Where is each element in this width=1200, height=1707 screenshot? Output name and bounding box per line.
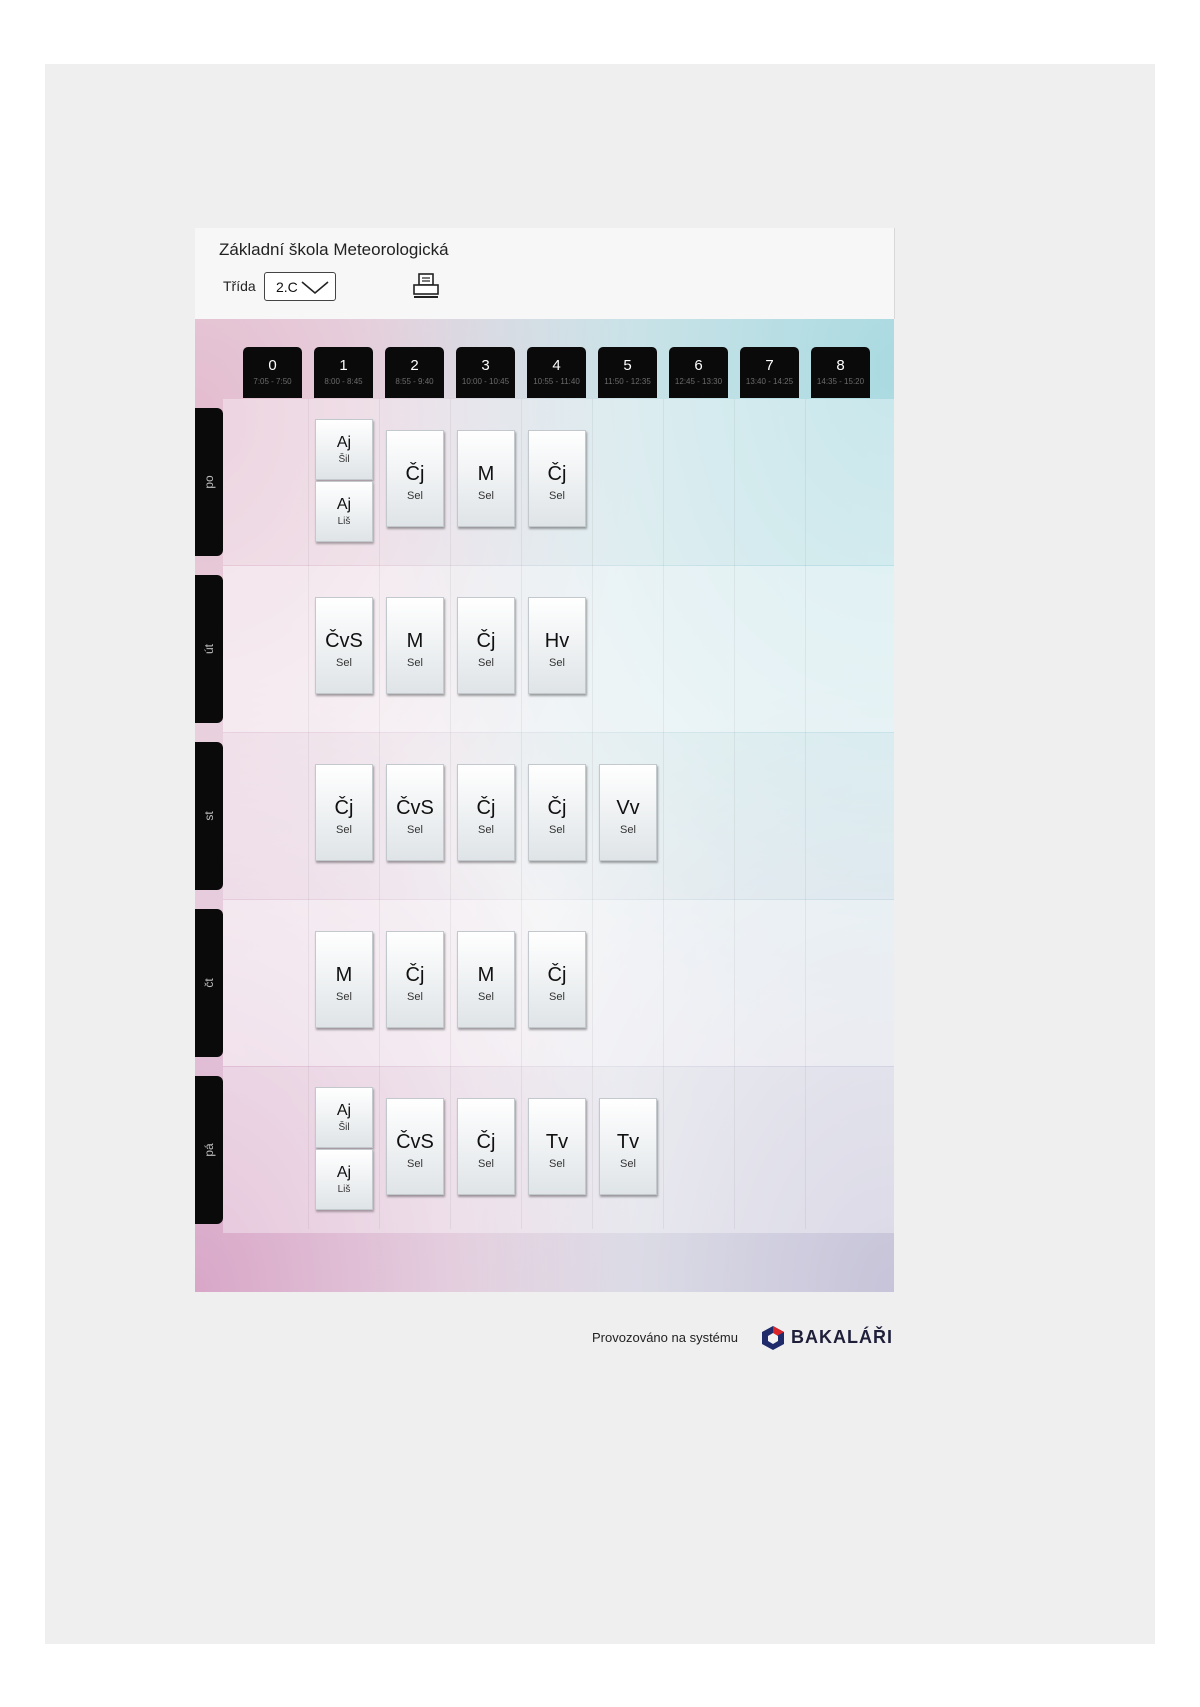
timetable-card — [195, 228, 894, 1347]
lesson-subject: Vv — [616, 797, 640, 819]
lesson-subject: ČvS — [396, 1131, 434, 1153]
lesson-subject: Aj — [336, 496, 352, 513]
hour-time: 10:55 - 11:40 — [533, 377, 580, 386]
lesson-subject: Aj — [336, 1102, 352, 1119]
school-name: Základní škola Meteorologická — [219, 240, 449, 259]
hour-header-7 — [740, 347, 799, 398]
lesson-teacher: Sel — [336, 824, 352, 836]
lesson-teacher: Sel — [549, 1158, 565, 1170]
column-divider — [379, 399, 380, 1229]
lesson-subject: ČvS — [325, 630, 363, 652]
day-label: út — [202, 643, 216, 655]
hour-time: 7:05 - 7:50 — [253, 377, 292, 386]
lesson-teacher: Sel — [407, 991, 423, 1003]
lesson-card[interactable] — [315, 764, 373, 861]
hour-header-4 — [527, 347, 586, 398]
lesson-card[interactable] — [528, 764, 586, 861]
timetable-grid — [195, 319, 894, 1347]
lesson-card[interactable] — [599, 1098, 657, 1195]
lesson-teacher: Sel — [549, 490, 565, 502]
day-tab-út — [195, 575, 223, 723]
lesson-subject: Aj — [336, 434, 352, 451]
lesson-teacher: Sel — [549, 991, 565, 1003]
printer-icon[interactable] — [411, 272, 441, 300]
lesson-subject: Čj — [334, 797, 354, 819]
hour-time: 8:00 - 8:45 — [324, 377, 363, 386]
lesson-card-group[interactable] — [315, 419, 373, 480]
lesson-card[interactable] — [386, 1098, 444, 1195]
day-tab-st — [195, 742, 223, 890]
lesson-teacher: Sel — [478, 824, 494, 836]
lesson-subject: Čj — [476, 797, 496, 819]
lesson-teacher: Sel — [549, 657, 565, 669]
hour-header-8 — [811, 347, 870, 398]
lesson-subject: Aj — [336, 1164, 352, 1181]
lesson-card[interactable] — [599, 764, 657, 861]
chevron-down-icon — [300, 279, 330, 295]
column-divider — [734, 399, 735, 1229]
lesson-subject: Hv — [544, 630, 570, 652]
day-tab-čt — [195, 909, 223, 1057]
lesson-teacher: Sel — [407, 824, 423, 836]
lesson-subject: Čj — [547, 964, 567, 986]
column-divider — [308, 399, 309, 1229]
powered-by-text: Provozováno na systému — [592, 1330, 738, 1345]
lesson-teacher: Sel — [478, 657, 494, 669]
lesson-subject: Čj — [405, 964, 425, 986]
column-divider — [592, 399, 593, 1229]
lesson-card[interactable] — [315, 597, 373, 694]
lesson-subject: Tv — [616, 1131, 640, 1153]
hour-time: 14:35 - 15:20 — [816, 377, 865, 386]
hour-header-6 — [669, 347, 728, 398]
lesson-card[interactable] — [386, 931, 444, 1028]
lesson-teacher: Sel — [620, 1158, 636, 1170]
lesson-subject: M — [477, 964, 495, 986]
hour-header-2 — [385, 347, 444, 398]
hour-number: 4 — [552, 357, 561, 374]
lesson-teacher: Sel — [549, 824, 565, 836]
lesson-subject: Tv — [545, 1131, 569, 1153]
lesson-teacher: Sel — [478, 490, 494, 502]
lesson-card[interactable] — [457, 597, 515, 694]
hour-number: 8 — [836, 357, 845, 374]
timetable-header — [195, 228, 895, 319]
lesson-card-group[interactable] — [315, 481, 373, 542]
hour-time: 11:50 - 12:35 — [604, 377, 651, 386]
day-label: pá — [202, 1143, 216, 1157]
day-tab-po — [195, 408, 223, 556]
lesson-card[interactable] — [457, 764, 515, 861]
lesson-card[interactable] — [315, 931, 373, 1028]
lesson-teacher: Šil — [338, 1122, 350, 1133]
hour-header-3 — [456, 347, 515, 398]
hour-header-5 — [598, 347, 657, 398]
lesson-card-group[interactable] — [315, 1087, 373, 1148]
hour-time: 10:00 - 10:45 — [461, 377, 510, 386]
hour-time: 13:40 - 14:25 — [745, 377, 794, 386]
lesson-teacher: Sel — [407, 490, 423, 502]
hour-time: 12:45 - 13:30 — [674, 377, 723, 386]
lesson-card[interactable] — [528, 597, 586, 694]
bakalari-brand: BAKALÁŘI — [791, 1327, 893, 1347]
lesson-subject: Čj — [405, 463, 425, 485]
lesson-card[interactable] — [457, 931, 515, 1028]
lesson-teacher: Liš — [337, 1184, 351, 1195]
hour-number: 1 — [339, 357, 348, 374]
lesson-subject: M — [335, 964, 353, 986]
lesson-teacher: Šil — [338, 454, 350, 465]
hour-number: 5 — [623, 357, 632, 374]
column-divider — [805, 399, 806, 1229]
lesson-card[interactable] — [457, 1098, 515, 1195]
day-tab-pá — [195, 1076, 223, 1224]
lesson-card[interactable] — [528, 931, 586, 1028]
class-select[interactable] — [264, 272, 336, 301]
hour-header-1 — [314, 347, 373, 398]
lesson-card-group[interactable] — [315, 1149, 373, 1210]
hour-number: 3 — [481, 357, 490, 374]
column-divider — [521, 399, 522, 1229]
lesson-card[interactable] — [528, 430, 586, 527]
column-divider — [663, 399, 664, 1229]
hour-number: 2 — [410, 357, 419, 374]
lesson-subject: M — [477, 463, 495, 485]
lesson-subject: M — [406, 630, 424, 652]
hour-header-0 — [243, 347, 302, 398]
column-divider — [450, 399, 451, 1229]
lesson-subject: Čj — [476, 630, 496, 652]
lesson-teacher: Sel — [336, 991, 352, 1003]
lesson-card[interactable] — [386, 430, 444, 527]
lesson-card[interactable] — [386, 764, 444, 861]
hour-number: 0 — [268, 357, 277, 374]
day-label: čt — [202, 978, 216, 988]
lesson-card[interactable] — [457, 430, 515, 527]
lesson-subject: ČvS — [396, 797, 434, 819]
lesson-teacher: Liš — [337, 516, 351, 527]
class-label: Třída — [223, 278, 256, 294]
hour-number: 6 — [694, 357, 703, 374]
day-label: st — [202, 811, 216, 821]
lesson-subject: Čj — [476, 1131, 496, 1153]
bakalari-logo-icon — [760, 1325, 786, 1351]
day-label: po — [202, 475, 216, 489]
class-select-value: 2.C — [276, 279, 298, 295]
lesson-teacher: Sel — [407, 1158, 423, 1170]
lesson-subject: Čj — [547, 797, 567, 819]
lesson-teacher: Sel — [620, 824, 636, 836]
lesson-teacher: Sel — [407, 657, 423, 669]
hour-number: 7 — [765, 357, 774, 374]
lesson-teacher: Sel — [336, 657, 352, 669]
lesson-teacher: Sel — [478, 1158, 494, 1170]
lesson-card[interactable] — [386, 597, 444, 694]
hour-time: 8:55 - 9:40 — [395, 377, 434, 386]
lesson-subject: Čj — [547, 463, 567, 485]
lesson-card[interactable] — [528, 1098, 586, 1195]
lesson-teacher: Sel — [478, 991, 494, 1003]
